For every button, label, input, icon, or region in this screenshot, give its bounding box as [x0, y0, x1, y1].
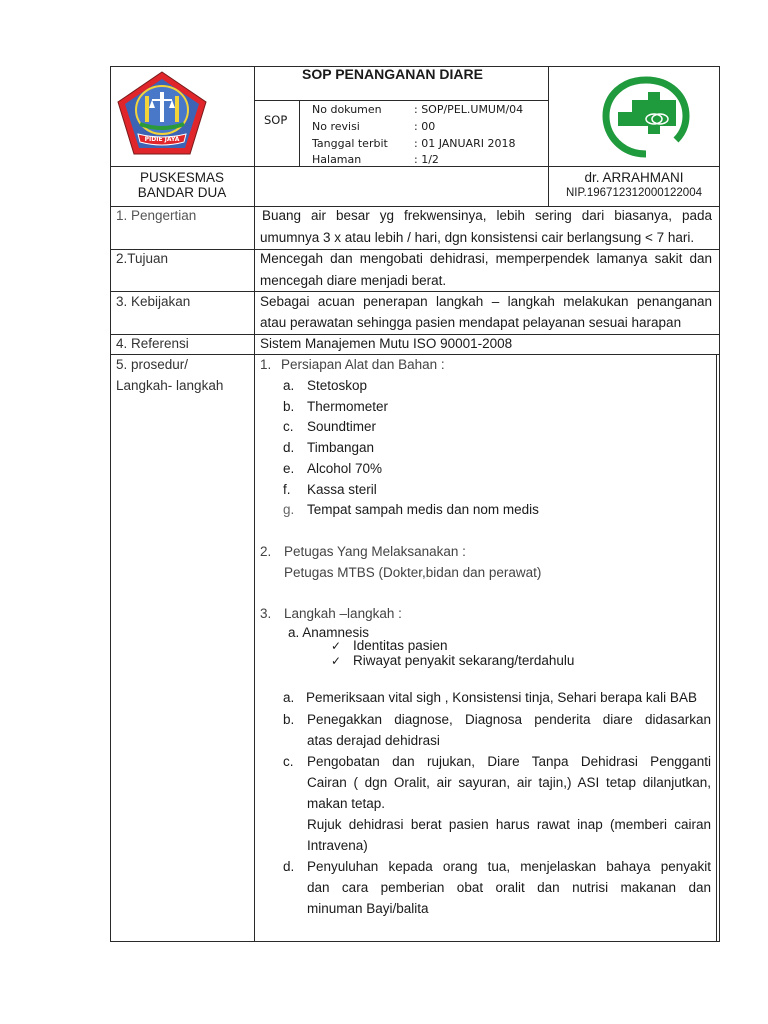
meta-label: No revisi [312, 120, 360, 133]
meta-label: No dokumen [312, 103, 382, 116]
item-letter: a. [283, 378, 295, 393]
item-letter: b. [283, 399, 295, 414]
checkmark-icon: ✓ [331, 654, 342, 668]
anamnesis-heading: a. Anamnesis [288, 625, 370, 640]
procedure-text: Pengobatan dan rujukan, Diare Tanpa Dehidrasi Pengganti [307, 754, 711, 769]
checkmark-icon: ✓ [331, 639, 342, 653]
step-number: 1. [260, 357, 272, 372]
item-letter: g. [283, 502, 295, 517]
procedure-text: Intravena) [307, 838, 368, 853]
procedure-text: Penegakkan diagnose, Diagnosa penderita diare didasarkan [307, 712, 711, 727]
grid-line [254, 66, 255, 942]
grid-line [299, 100, 300, 166]
regency-logo [114, 68, 210, 160]
meta-label: Halaman [312, 153, 362, 166]
section-label-referensi: 4. Referensi [116, 336, 189, 351]
item-letter: b. [283, 712, 295, 727]
signer-block [548, 170, 720, 201]
org-line: PUSKESMAS [139, 170, 225, 185]
procedure-text: Rujuk dehidrasi berat pasien harus rawat inap (memberi cairan [307, 817, 711, 832]
tujuan-line: mencegah diare menjadi berat. [260, 273, 447, 288]
procedure-text: Cairan ( dgn Oralit, air sayuran, air tajin,) ASI tetap dilanjutkan, [307, 775, 711, 790]
item-letter: e. [283, 461, 295, 476]
kebijakan-line: Sebagai acuan penerapan langkah – langkah melakukan penanganan [260, 294, 712, 309]
list-item: Timbangan [307, 440, 375, 455]
section-label-prosedur: 5. prosedur/ [116, 357, 189, 372]
procedure-text: Penyuluhan kepada orang tua, menjelaskan bahaya penyakit [307, 859, 711, 874]
grid-line [716, 354, 717, 942]
item-letter: a. [283, 690, 295, 705]
list-item: Soundtimer [307, 419, 377, 434]
procedure-text: dan cara pemberian obat oralit dan nutrisi makanan dan [307, 880, 711, 895]
step-number: 2. [260, 544, 272, 559]
section-label-pengertian: 1. Pengertian [116, 208, 197, 223]
list-item: Tempat sampah medis dan nom medis [307, 502, 539, 517]
organization-name [110, 170, 254, 200]
procedure-text: atas derajad dehidrasi [307, 733, 440, 748]
check-item: Identitas pasien [353, 638, 448, 653]
step-number: 3. [260, 606, 272, 621]
signer-name: dr. ARRAHMANI [584, 170, 684, 185]
section-label-tujuan: 2.Tujuan [116, 251, 169, 266]
list-item: Thermometer [307, 399, 389, 414]
meta-label: Tanggal terbit [312, 137, 388, 150]
item-letter: c. [283, 754, 294, 769]
list-item: Alcohol 70% [307, 461, 383, 476]
check-item: Riwayat penyakit sekarang/terdahulu [353, 653, 575, 668]
section-label-prosedur: Langkah- langkah [116, 378, 224, 393]
sop-label: SOP [264, 113, 288, 127]
tujuan-line: Mencegah dan mengobati dehidrasi, memperpendek lamanya sakit dan [260, 251, 712, 266]
step-title: Persiapan Alat dan Bahan : [281, 357, 445, 372]
kebijakan-line: atau perawatan sehingga pasien mendapat pelayanan sesuai harapan [260, 315, 682, 330]
item-letter: d. [283, 440, 295, 455]
referensi-text: Sistem Manajemen Mutu ISO 90001-2008 [260, 336, 513, 351]
list-item: Stetoskop [307, 378, 368, 393]
step-text: Petugas MTBS (Dokter,bidan dan perawat) [284, 565, 542, 580]
meta-value: : SOP/PEL.UMUM/04 [414, 103, 524, 116]
list-item: Kassa steril [307, 482, 377, 497]
pengertian-line: Buang air besar yg frekwensinya, lebih sering dari biasanya, pada [262, 208, 712, 223]
procedure-text: makan tetap. [307, 796, 386, 811]
meta-value: : 01 JANUARI 2018 [414, 137, 516, 150]
item-letter: d. [283, 859, 295, 874]
procedure-text: minuman Bayi/balita [307, 901, 429, 916]
item-letter: f. [283, 482, 291, 497]
signer-nip: NIP.196712312000122004 [565, 187, 702, 199]
procedure-text: Pemeriksaan vital sigh , Konsistensi tinja, Sehari berapa kali BAB [306, 690, 697, 705]
step-title: Petugas Yang Melaksanakan : [284, 544, 466, 559]
step-title: Langkah –langkah : [284, 606, 402, 621]
document-title: SOP PENANGANAN DIARE [302, 66, 483, 82]
meta-value: : 1/2 [414, 153, 439, 166]
meta-value: : 00 [414, 120, 436, 133]
org-line: BANDAR DUA [137, 185, 227, 200]
item-letter: c. [283, 419, 294, 434]
puskesmas-logo [598, 74, 694, 160]
logo-text: PIDIE JAYA [144, 136, 180, 143]
pengertian-line: umumnya 3 x atau lebih / hari, dgn konsistensi cair berlangsung < 7 hari. [260, 230, 695, 245]
section-label-kebijakan: 3. Kebijakan [116, 294, 191, 309]
